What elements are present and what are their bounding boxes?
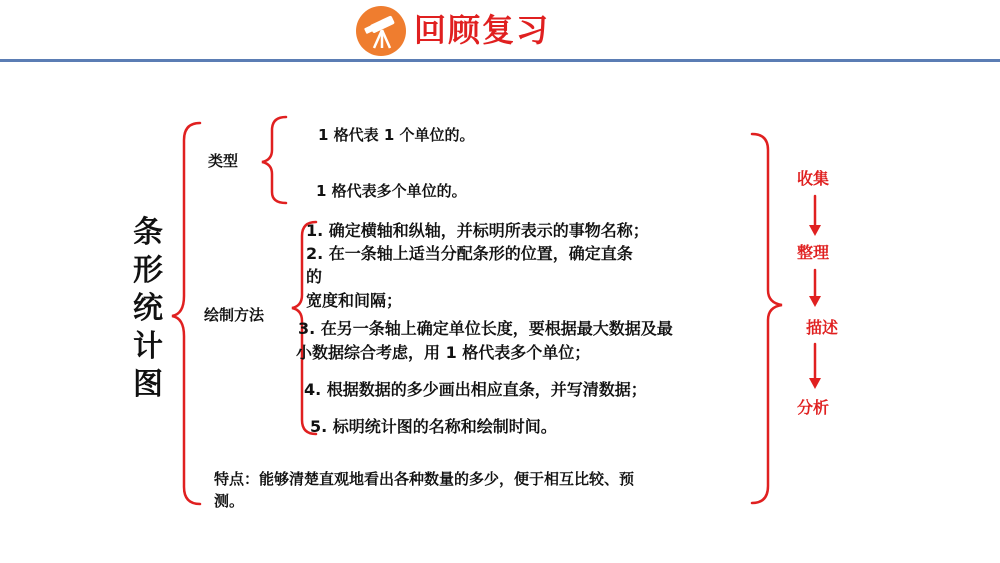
right-brace bbox=[752, 134, 782, 503]
method-step-2-cont-b: 宽度和间隔； bbox=[306, 291, 403, 310]
process-step-describe: 描述 bbox=[806, 318, 839, 337]
method-step-2: 2. 在一条轴上适当分配条形的位置，确定直条 bbox=[306, 244, 633, 263]
methods-label: 绘制方法 bbox=[204, 306, 265, 324]
type-item-1: 1 格代表 1 个单位的。 bbox=[318, 126, 475, 144]
method-step-5: 5. 标明统计图的名称和绘制时间。 bbox=[310, 417, 557, 436]
process-step-analyze: 分析 bbox=[797, 398, 830, 417]
type-brace bbox=[262, 117, 286, 203]
method-step-1: 1. 确定横轴和纵轴，并标明所表示的事物名称； bbox=[306, 221, 649, 240]
type-item-2: 1 格代表多个单位的。 bbox=[316, 182, 467, 200]
process-step-organize: 整理 bbox=[797, 243, 830, 262]
method-step-3-cont: 小数据综合考虑，用 1 格代表多个单位； bbox=[296, 343, 591, 362]
types-label: 类型 bbox=[208, 152, 239, 170]
main-brace bbox=[172, 123, 200, 504]
page-title: 回顾复习 bbox=[414, 11, 551, 49]
main-title: 条形统计图 bbox=[133, 215, 163, 402]
method-step-3: 3. 在另一条轴上确定单位长度，要根据最大数据及最 bbox=[298, 319, 673, 338]
method-step-2-cont-a: 的 bbox=[306, 267, 323, 286]
process-step-collect: 收集 bbox=[797, 169, 830, 188]
method-step-4: 4. 根据数据的多少画出相应直条，并写清数据； bbox=[304, 380, 647, 399]
features-line-2: 测。 bbox=[214, 492, 245, 510]
features-line-1: 特点：能够清楚直观地看出各种数量的多少，便于相互比较、预 bbox=[214, 470, 635, 488]
